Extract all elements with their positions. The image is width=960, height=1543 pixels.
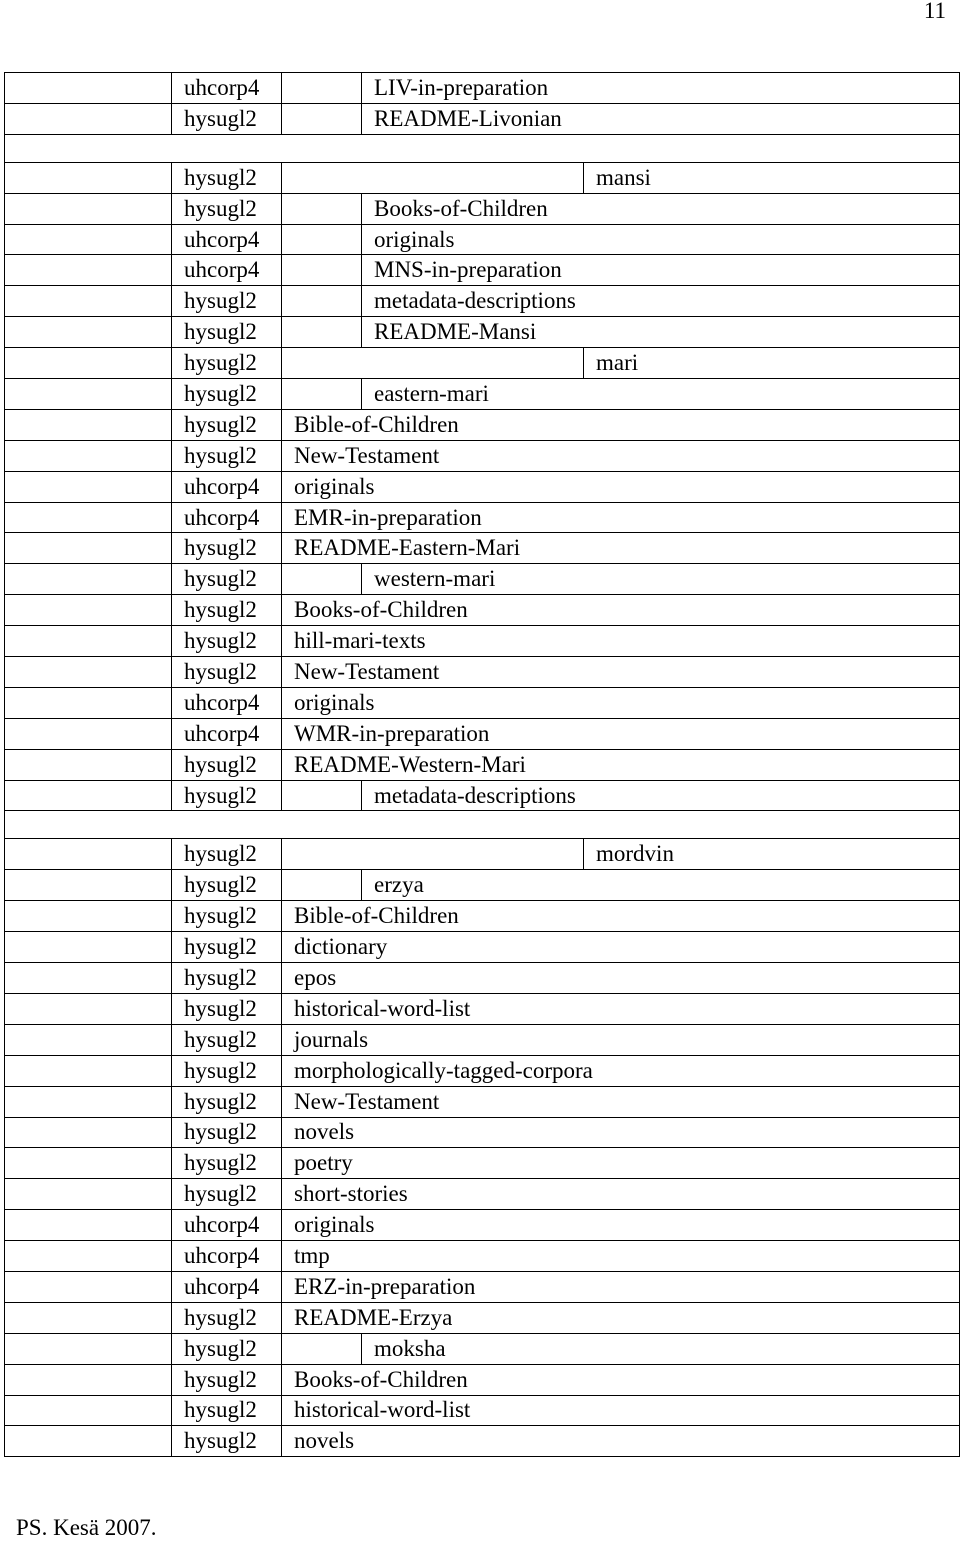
directory-name-cell: morphologically-tagged-corpora (282, 1055, 960, 1086)
directory-name-cell: mansi (584, 162, 960, 193)
owner-cell: hysugl2 (172, 440, 282, 471)
owner-cell: hysugl2 (172, 993, 282, 1024)
table-row (5, 870, 960, 901)
blank-cell (5, 317, 172, 348)
directory-name-cell: LIV-in-preparation (362, 73, 960, 104)
directory-name-cell: erzya (362, 870, 960, 901)
directory-name-cell: originals (282, 471, 960, 502)
footer-text: PS. Kesä 2007. (16, 1515, 157, 1540)
blank-cell (282, 317, 362, 348)
directory-name-cell: metadata-descriptions (362, 286, 960, 317)
table-row (5, 1210, 960, 1241)
owner-cell: hysugl2 (172, 533, 282, 564)
blank-cell (282, 286, 362, 317)
blank-cell (282, 255, 362, 286)
blank-cell (282, 379, 362, 410)
table-row (5, 932, 960, 963)
table-row (5, 471, 960, 502)
owner-cell: uhcorp4 (172, 471, 282, 502)
directory-name-cell: hill-mari-texts (282, 626, 960, 657)
blank-cell (5, 440, 172, 471)
table-row (5, 1179, 960, 1210)
blank-cell (282, 1333, 362, 1364)
directory-name-cell: originals (282, 1210, 960, 1241)
separator-cell (5, 811, 960, 839)
blank-cell (5, 193, 172, 224)
table-row (5, 533, 960, 564)
separator-row (5, 134, 960, 162)
owner-cell: hysugl2 (172, 1055, 282, 1086)
blank-cell (5, 626, 172, 657)
blank-cell (282, 73, 362, 104)
directory-name-cell: western-mari (362, 564, 960, 595)
blank-cell (282, 780, 362, 811)
table-row (5, 286, 960, 317)
owner-cell: hysugl2 (172, 839, 282, 870)
owner-cell: uhcorp4 (172, 687, 282, 718)
table-row (5, 780, 960, 811)
owner-cell: hysugl2 (172, 317, 282, 348)
table-row (5, 1364, 960, 1395)
table-row (5, 1117, 960, 1148)
owner-cell: hysugl2 (172, 286, 282, 317)
directory-name-cell: mari (584, 348, 960, 379)
owner-cell: hysugl2 (172, 348, 282, 379)
blank-cell (5, 963, 172, 994)
blank-cell (5, 1086, 172, 1117)
table-row (5, 626, 960, 657)
owner-cell: hysugl2 (172, 1086, 282, 1117)
owner-cell: hysugl2 (172, 1117, 282, 1148)
directory-name-cell: novels (282, 1117, 960, 1148)
owner-cell: hysugl2 (172, 1179, 282, 1210)
table-row (5, 993, 960, 1024)
directory-name-cell: originals (362, 224, 960, 255)
directory-name-cell: README-Mansi (362, 317, 960, 348)
table-row (5, 502, 960, 533)
blank-cell (5, 1426, 172, 1457)
directory-name-cell: mordvin (584, 839, 960, 870)
blank-cell (5, 1302, 172, 1333)
owner-cell: hysugl2 (172, 1333, 282, 1364)
blank-cell (5, 533, 172, 564)
table-row (5, 255, 960, 286)
table-row (5, 1024, 960, 1055)
table-row (5, 963, 960, 994)
blank-cell (5, 409, 172, 440)
directory-name-cell: tmp (282, 1241, 960, 1272)
directory-name-cell: eastern-mari (362, 379, 960, 410)
owner-cell: hysugl2 (172, 564, 282, 595)
blank-cell (5, 224, 172, 255)
blank-cell (5, 1364, 172, 1395)
directory-name-cell: Books-of-Children (282, 595, 960, 626)
table-row (5, 749, 960, 780)
owner-cell: hysugl2 (172, 595, 282, 626)
directory-name-cell: metadata-descriptions (362, 780, 960, 811)
blank-cell (282, 870, 362, 901)
directory-name-cell: journals (282, 1024, 960, 1055)
owner-cell: hysugl2 (172, 162, 282, 193)
directory-name-cell: Books-of-Children (282, 1364, 960, 1395)
owner-cell: hysugl2 (172, 1024, 282, 1055)
table-row (5, 1395, 960, 1426)
owner-cell: uhcorp4 (172, 718, 282, 749)
directory-name-cell: dictionary (282, 932, 960, 963)
directory-name-cell: short-stories (282, 1179, 960, 1210)
blank-cell (5, 901, 172, 932)
separator-row (5, 811, 960, 839)
owner-cell: hysugl2 (172, 1364, 282, 1395)
blank-cell (5, 162, 172, 193)
blank-cell (5, 1024, 172, 1055)
directory-name-cell: README-Erzya (282, 1302, 960, 1333)
table-row (5, 687, 960, 718)
blank-cell (5, 1395, 172, 1426)
table-row (5, 379, 960, 410)
table-row (5, 1302, 960, 1333)
table-row (5, 224, 960, 255)
table-row (5, 409, 960, 440)
blank-cell (5, 286, 172, 317)
directory-name-cell: README-Eastern-Mari (282, 533, 960, 564)
directory-name-cell: originals (282, 687, 960, 718)
directory-name-cell: Books-of-Children (362, 193, 960, 224)
owner-cell: hysugl2 (172, 932, 282, 963)
blank-cell (5, 1210, 172, 1241)
blank-cell (5, 870, 172, 901)
blank-cell (5, 564, 172, 595)
table-row (5, 440, 960, 471)
table-row (5, 1055, 960, 1086)
blank-cell (5, 379, 172, 410)
owner-cell: hysugl2 (172, 1302, 282, 1333)
owner-cell: uhcorp4 (172, 255, 282, 286)
owner-cell: hysugl2 (172, 103, 282, 134)
blank-cell (282, 193, 362, 224)
directory-name-cell: New-Testament (282, 1086, 960, 1117)
directory-name-cell: MNS-in-preparation (362, 255, 960, 286)
table-row (5, 1333, 960, 1364)
owner-cell: hysugl2 (172, 780, 282, 811)
blank-cell (5, 718, 172, 749)
owner-cell: uhcorp4 (172, 1241, 282, 1272)
table-row (5, 1271, 960, 1302)
owner-cell: hysugl2 (172, 409, 282, 440)
directory-name-cell: poetry (282, 1148, 960, 1179)
table-row (5, 348, 960, 379)
directory-name-cell: ERZ-in-preparation (282, 1271, 960, 1302)
table-row (5, 564, 960, 595)
separator-cell (5, 134, 960, 162)
table-row (5, 657, 960, 688)
table-row (5, 317, 960, 348)
directory-name-cell: epos (282, 963, 960, 994)
blank-cell (282, 839, 584, 870)
table-row (5, 103, 960, 134)
owner-cell: uhcorp4 (172, 73, 282, 104)
blank-cell (282, 348, 584, 379)
directory-name-cell: historical-word-list (282, 993, 960, 1024)
blank-cell (5, 1179, 172, 1210)
blank-cell (5, 255, 172, 286)
owner-cell: uhcorp4 (172, 224, 282, 255)
blank-cell (5, 1241, 172, 1272)
directory-name-cell: New-Testament (282, 440, 960, 471)
owner-cell: uhcorp4 (172, 1271, 282, 1302)
table-row (5, 1086, 960, 1117)
table-row (5, 162, 960, 193)
owner-cell: hysugl2 (172, 193, 282, 224)
owner-cell: hysugl2 (172, 657, 282, 688)
blank-cell (5, 103, 172, 134)
blank-cell (5, 932, 172, 963)
directory-name-cell: moksha (362, 1333, 960, 1364)
blank-cell (282, 103, 362, 134)
owner-cell: hysugl2 (172, 1148, 282, 1179)
table-row (5, 1241, 960, 1272)
blank-cell (5, 1055, 172, 1086)
owner-cell: hysugl2 (172, 963, 282, 994)
directory-name-cell: Bible-of-Children (282, 409, 960, 440)
blank-cell (5, 348, 172, 379)
owner-cell: hysugl2 (172, 379, 282, 410)
owner-cell: hysugl2 (172, 870, 282, 901)
owner-cell: uhcorp4 (172, 1210, 282, 1241)
blank-cell (282, 162, 584, 193)
directory-name-cell: WMR-in-preparation (282, 718, 960, 749)
blank-cell (5, 595, 172, 626)
owner-cell: uhcorp4 (172, 502, 282, 533)
owner-cell: hysugl2 (172, 1395, 282, 1426)
directory-name-cell: Bible-of-Children (282, 901, 960, 932)
table-row (5, 193, 960, 224)
directory-table (4, 72, 960, 1457)
directory-name-cell: README-Western-Mari (282, 749, 960, 780)
table-row (5, 1148, 960, 1179)
blank-cell (5, 839, 172, 870)
table-row (5, 1426, 960, 1457)
blank-cell (5, 73, 172, 104)
owner-cell: hysugl2 (172, 901, 282, 932)
blank-cell (5, 1117, 172, 1148)
blank-cell (5, 780, 172, 811)
owner-cell: hysugl2 (172, 626, 282, 657)
table-row (5, 595, 960, 626)
blank-cell (282, 224, 362, 255)
blank-cell (5, 471, 172, 502)
table-row (5, 718, 960, 749)
table-row (5, 901, 960, 932)
blank-cell (5, 687, 172, 718)
blank-cell (5, 993, 172, 1024)
directory-name-cell: README-Livonian (362, 103, 960, 134)
blank-cell (5, 1333, 172, 1364)
directory-table-body (5, 73, 960, 1457)
owner-cell: hysugl2 (172, 1426, 282, 1457)
directory-name-cell: EMR-in-preparation (282, 502, 960, 533)
table-row (5, 73, 960, 104)
blank-cell (282, 564, 362, 595)
page-number: 11 (923, 0, 946, 23)
blank-cell (5, 657, 172, 688)
blank-cell (5, 502, 172, 533)
blank-cell (5, 749, 172, 780)
table-row (5, 839, 960, 870)
directory-name-cell: historical-word-list (282, 1395, 960, 1426)
blank-cell (5, 1271, 172, 1302)
blank-cell (5, 1148, 172, 1179)
directory-name-cell: New-Testament (282, 657, 960, 688)
owner-cell: hysugl2 (172, 749, 282, 780)
directory-name-cell: novels (282, 1426, 960, 1457)
